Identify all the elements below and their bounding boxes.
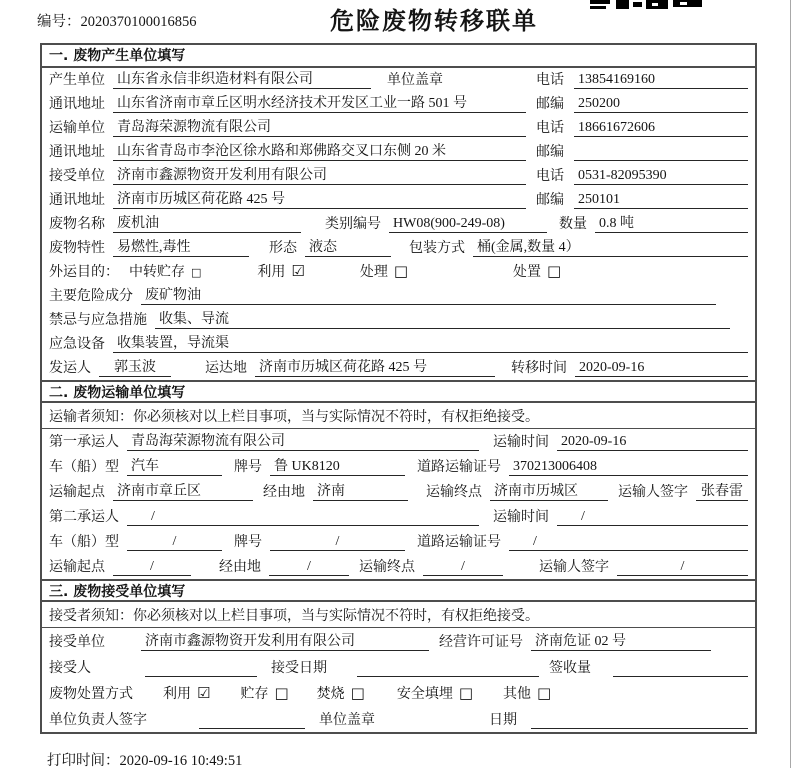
purpose-row bbox=[42, 260, 755, 284]
disposal-option-label: 其他 bbox=[503, 687, 532, 702]
waste-name-label: 废物名称 bbox=[49, 217, 105, 232]
disposal-option bbox=[240, 683, 288, 703]
road-permit-field: / bbox=[509, 533, 748, 551]
producer-phone-field: 13854169160 bbox=[574, 71, 748, 89]
transport-unit-row bbox=[42, 116, 755, 140]
category-label: 类别编号 bbox=[325, 217, 381, 232]
emergency-equipment-row bbox=[42, 332, 755, 356]
acceptor-row bbox=[42, 654, 755, 680]
vehicle-type-label: 车（船）型 bbox=[49, 535, 119, 550]
receiver-zip-field: 250101 bbox=[574, 191, 748, 209]
plate-field: / bbox=[270, 533, 405, 551]
serial-number: 编号：2020370100016856 bbox=[37, 14, 197, 30]
packing-field: 桶(金属,数量 4） bbox=[473, 239, 748, 257]
taboo-measures-field: 收集、导流 bbox=[155, 311, 730, 329]
qr-code-remnant-icon bbox=[590, 0, 702, 11]
receiver-address-field: 济南市历城区荷花路 425 号 bbox=[113, 191, 526, 209]
accept-unit-field: 济南市鑫源物资开发利用有限公司 bbox=[141, 633, 429, 651]
section3-header: 三. 废物接受单位填写 bbox=[42, 579, 755, 602]
date-label: 日期 bbox=[489, 713, 517, 728]
signed-quantity-field bbox=[613, 660, 748, 677]
first-carrier-field: 青岛海荣源物流有限公司 bbox=[127, 433, 479, 451]
accept-date-field bbox=[357, 660, 539, 677]
disposal-method-row bbox=[42, 680, 755, 706]
section1-header: 一. 废物产生单位填写 bbox=[42, 45, 755, 68]
carrier-signature-field: / bbox=[617, 558, 748, 576]
quantity-field: 0.8 吨 bbox=[595, 215, 748, 233]
carrier-signature-label: 运输人签字 bbox=[539, 560, 609, 575]
emergency-equipment-field: 收集装置，导流渠 bbox=[113, 335, 748, 353]
manager-signature-label: 单位负责人签字 bbox=[49, 713, 147, 728]
disposal-option bbox=[317, 683, 365, 703]
acceptor-label: 接受人 bbox=[49, 661, 91, 676]
via-label: 经由地 bbox=[263, 485, 305, 500]
endpoint-label: 运输终点 bbox=[426, 485, 482, 500]
origin-field: / bbox=[113, 558, 191, 576]
shipper-field: 郭玉波 bbox=[99, 359, 171, 377]
vehicle-type-field: / bbox=[127, 533, 222, 551]
print-time: 打印时间：2020-09-16 10:49:51 bbox=[47, 753, 243, 768]
disposal-option-label: 焚烧 bbox=[316, 687, 345, 702]
checkbox-unchecked-icon: □ bbox=[393, 262, 409, 280]
address-label: 通讯地址 bbox=[49, 193, 105, 208]
packing-label: 包装方式 bbox=[409, 241, 465, 256]
plate-label: 牌号 bbox=[234, 535, 262, 550]
form-field: 液态 bbox=[305, 239, 391, 257]
accept-unit-label: 接受单位 bbox=[49, 635, 105, 650]
accept-date-label: 接受日期 bbox=[271, 661, 327, 676]
disposal-option bbox=[503, 683, 551, 703]
manager-signature-field bbox=[199, 712, 305, 729]
purpose-option bbox=[129, 261, 201, 281]
hazard-component-row bbox=[42, 284, 755, 308]
checkbox-unchecked-icon: □ bbox=[350, 684, 365, 702]
producer-label: 产生单位 bbox=[49, 73, 105, 88]
producer-address-row bbox=[42, 92, 755, 116]
purpose-option-label: 利用 bbox=[257, 265, 286, 280]
hazard-component-label: 主要危险成分 bbox=[49, 289, 133, 304]
disposal-option-label: 安全填埋 bbox=[396, 687, 453, 702]
transport-address-row bbox=[42, 140, 755, 164]
transport-time-label: 运输时间 bbox=[493, 435, 549, 450]
transfer-time-label: 转移时间 bbox=[511, 361, 567, 376]
disposal-method-label: 废物处置方式 bbox=[49, 687, 133, 702]
carrier-signature-label: 运输人签字 bbox=[618, 485, 688, 500]
quantity-label: 数量 bbox=[559, 217, 587, 232]
waste-name-field: 废机油 bbox=[113, 215, 301, 233]
license-label: 经营许可证号 bbox=[439, 635, 523, 650]
producer-row bbox=[42, 68, 755, 92]
second-carrier-row bbox=[42, 504, 755, 529]
receiver-notice: 接受者须知：你必须核对以上栏目事项，当与实际情况不符时，有权拒绝接受。 bbox=[42, 602, 755, 628]
via-label: 经由地 bbox=[219, 560, 261, 575]
checkbox-unchecked-icon: □ bbox=[274, 684, 289, 702]
disposal-option bbox=[163, 683, 210, 703]
checkbox-checked-icon: ☑ bbox=[197, 684, 211, 702]
checkbox-unchecked-icon: □ bbox=[458, 684, 474, 702]
transport-zip-field bbox=[574, 144, 748, 161]
form-label: 形态 bbox=[269, 241, 297, 256]
checkbox-checked-icon: ☑ bbox=[291, 262, 305, 280]
second-carrier-label: 第二承运人 bbox=[49, 510, 119, 525]
destination-field: 济南市历城区荷花路 425 号 bbox=[255, 359, 495, 377]
plate-field: 鲁 UK8120 bbox=[270, 458, 405, 476]
unit-seal-label: 单位盖章 bbox=[387, 73, 443, 88]
transporter-notice: 运输者须知：你必须核对以上栏目事项，当与实际情况不符时，有权拒绝接受。 bbox=[42, 403, 755, 429]
plate-label: 牌号 bbox=[234, 460, 262, 475]
origin-field: 济南市章丘区 bbox=[113, 483, 253, 501]
unit-seal-label: 单位盖章 bbox=[319, 713, 375, 728]
road-permit-label: 道路运输证号 bbox=[417, 460, 501, 475]
purpose-option-label: 处理 bbox=[359, 265, 388, 280]
accept-unit-row bbox=[42, 628, 755, 654]
waste-trait-label: 废物特性 bbox=[49, 241, 105, 256]
purpose-label: 外运目的： bbox=[49, 265, 119, 280]
page-edge-divider bbox=[790, 0, 791, 768]
route-row-2 bbox=[42, 554, 755, 579]
second-carrier-field: / bbox=[127, 508, 479, 526]
origin-label: 运输起点 bbox=[49, 560, 105, 575]
shipper-label: 发运人 bbox=[49, 361, 91, 376]
acceptor-field bbox=[145, 660, 257, 677]
transport-time-field: 2020-09-16 bbox=[557, 433, 748, 451]
phone-label: 电话 bbox=[536, 73, 564, 88]
transport-unit-label: 运输单位 bbox=[49, 121, 105, 136]
transport-address-field: 山东省青岛市李沧区徐水路和郑佛路交叉口东侧 20 米 bbox=[113, 143, 526, 161]
license-field: 济南危证 02 号 bbox=[531, 633, 711, 651]
purpose-option-label: 处置 bbox=[513, 265, 542, 280]
hazard-component-field: 废矿物油 bbox=[141, 287, 716, 305]
receiver-unit-field: 济南市鑫源物资开发利用有限公司 bbox=[113, 167, 526, 185]
disposal-option-label: 利用 bbox=[163, 687, 191, 702]
vehicle-type-label: 车（船）型 bbox=[49, 460, 119, 475]
producer-field: 山东省永信非织造材料有限公司 bbox=[113, 71, 371, 89]
route-row bbox=[42, 479, 755, 504]
section2-header: 二. 废物运输单位填写 bbox=[42, 380, 755, 403]
taboo-measures-label: 禁忌与应急措施 bbox=[49, 313, 147, 328]
waste-name-row bbox=[42, 212, 755, 236]
phone-label: 电话 bbox=[536, 169, 564, 184]
endpoint-field: / bbox=[423, 558, 503, 576]
manager-signature-row bbox=[42, 706, 755, 732]
transport-time-field: / bbox=[557, 508, 748, 526]
shipper-row bbox=[42, 356, 755, 380]
road-permit-field: 370213006408 bbox=[509, 458, 748, 476]
checkbox-unchecked-icon: □ bbox=[191, 266, 202, 279]
first-carrier-label: 第一承运人 bbox=[49, 435, 119, 450]
producer-address-field: 山东省济南市章丘区明水经济技术开发区工业一路 501 号 bbox=[113, 95, 526, 113]
vehicle-row bbox=[42, 454, 755, 479]
destination-label: 运达地 bbox=[205, 361, 247, 376]
zip-label: 邮编 bbox=[536, 193, 564, 208]
checkbox-unchecked-icon: □ bbox=[537, 684, 552, 702]
zip-label: 邮编 bbox=[536, 145, 564, 160]
purpose-option bbox=[513, 261, 561, 281]
purpose-option bbox=[360, 261, 408, 281]
page-title: 危险废物转移联单 bbox=[330, 7, 538, 35]
first-carrier-row bbox=[42, 429, 755, 454]
receiver-address-row bbox=[42, 188, 755, 212]
via-field: 济南 bbox=[313, 483, 408, 501]
taboo-measures-row bbox=[42, 308, 755, 332]
phone-label: 电话 bbox=[536, 121, 564, 136]
road-permit-label: 道路运输证号 bbox=[417, 535, 501, 550]
transport-phone-field: 18661672606 bbox=[574, 119, 748, 137]
checkbox-unchecked-icon: □ bbox=[547, 262, 562, 280]
category-field: HW08(900-249-08) bbox=[389, 215, 547, 233]
date-field bbox=[531, 712, 748, 729]
receiver-unit-label: 接受单位 bbox=[49, 169, 105, 184]
address-label: 通讯地址 bbox=[49, 145, 105, 160]
endpoint-label: 运输终点 bbox=[359, 560, 415, 575]
address-label: 通讯地址 bbox=[49, 97, 105, 112]
vehicle-type-field: 汽车 bbox=[127, 458, 222, 476]
zip-label: 邮编 bbox=[536, 97, 564, 112]
transport-unit-field: 青岛海荣源物流有限公司 bbox=[113, 119, 526, 137]
emergency-equipment-label: 应急设备 bbox=[49, 337, 105, 352]
waste-trait-row bbox=[42, 236, 755, 260]
transport-time-label: 运输时间 bbox=[493, 510, 549, 525]
purpose-option-label: 中转贮存 bbox=[129, 265, 185, 280]
via-field: / bbox=[269, 558, 349, 576]
carrier-signature-field: 张春雷 bbox=[696, 483, 748, 501]
manifest-table bbox=[40, 43, 757, 734]
producer-zip-field: 250200 bbox=[574, 95, 748, 113]
transfer-time-field: 2020-09-16 bbox=[575, 359, 748, 377]
waste-trait-field: 易燃性,毒性 bbox=[113, 239, 249, 257]
endpoint-field: 济南市历城区 bbox=[490, 483, 608, 501]
disposal-option bbox=[397, 683, 473, 703]
purpose-option bbox=[257, 261, 304, 281]
signed-quantity-label: 签收量 bbox=[549, 661, 591, 676]
receiver-unit-row bbox=[42, 164, 755, 188]
receiver-phone-field: 0531-82095390 bbox=[574, 167, 748, 185]
disposal-option-label: 贮存 bbox=[240, 687, 269, 702]
origin-label: 运输起点 bbox=[49, 485, 105, 500]
vehicle-row-2 bbox=[42, 529, 755, 554]
